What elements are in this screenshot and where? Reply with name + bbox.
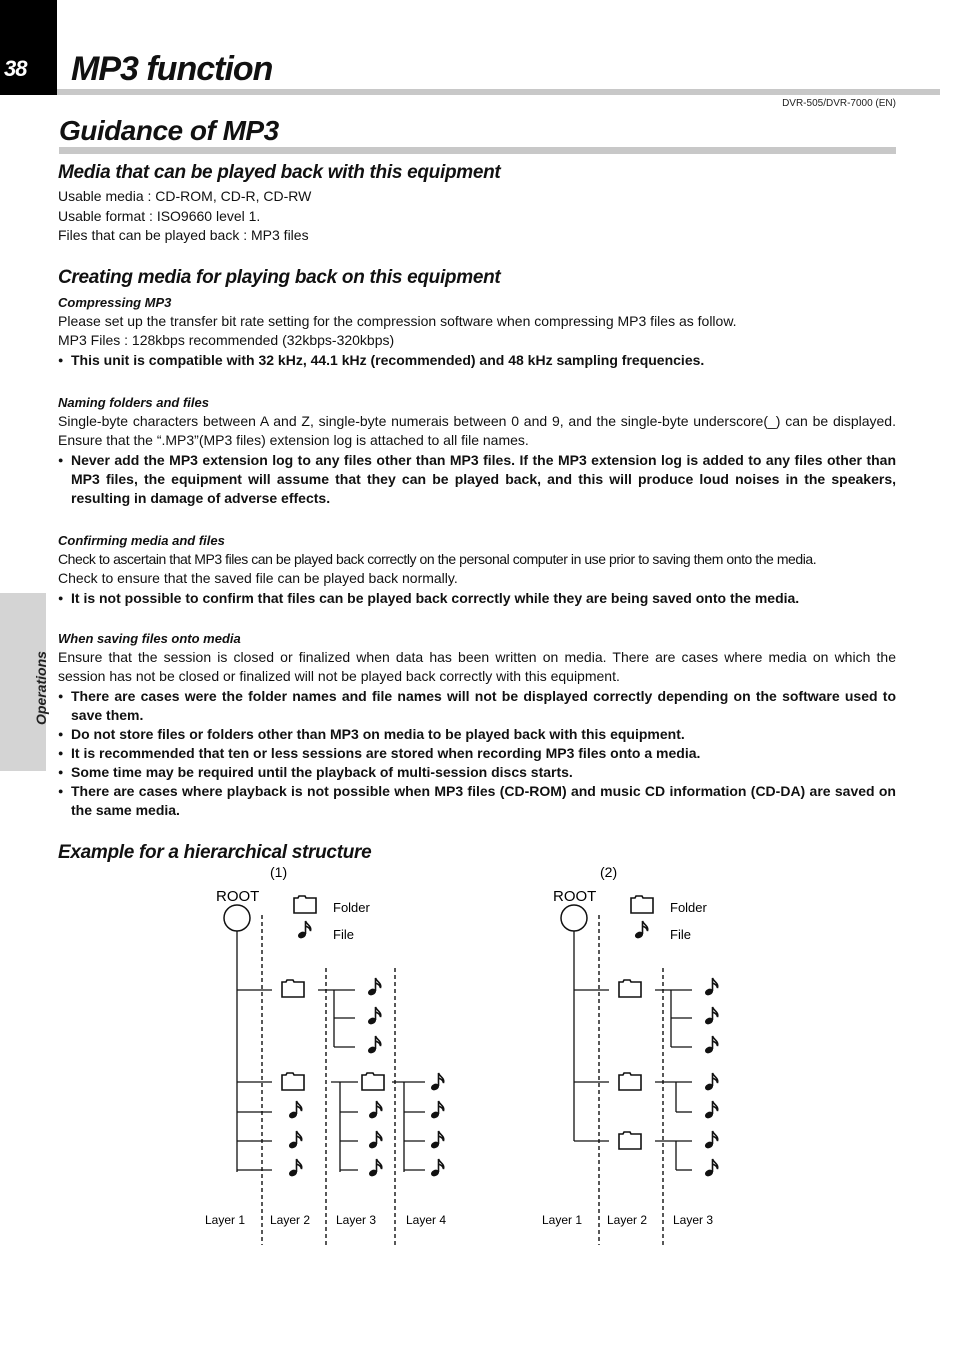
confirming-line: Check to ensure that the saved file can be played back normally. <box>58 570 458 586</box>
naming-title: Naming folders and files <box>58 394 209 410</box>
naming-notes <box>58 451 896 508</box>
layer-label: Layer 1 <box>542 1213 583 1227</box>
layer-label: Layer 1 <box>205 1213 246 1227</box>
layer-label: Layer 2 <box>270 1213 311 1227</box>
note-item: ● Do not store files or folders other than MP3 on media to be played back with this equipment. <box>58 725 896 744</box>
note-item: ● This unit is compatible with 32 kHz, 44.1 kHz (recommended) and 48 kHz sampling frequencies. <box>58 351 896 370</box>
diagram-1-number: (1) <box>270 864 288 880</box>
compressing-notes <box>58 351 896 370</box>
page-title: MP3 function <box>71 50 273 88</box>
hierarchy-diagram <box>0 855 954 1351</box>
compressing-title: Compressing MP3 <box>58 294 172 310</box>
diagram-2-root-label: ROOT <box>553 888 597 905</box>
root-icon <box>561 905 587 931</box>
diagram-2-number: (2) <box>600 864 618 880</box>
note-item: ● There are cases where playback is not possible when MP3 files (CD-ROM) and music CD information (CD-DA) are saved on the same media. <box>58 782 896 820</box>
saving-title: When saving files onto media <box>58 630 241 646</box>
side-tab-label: Operations <box>33 651 49 725</box>
compressing-line: MP3 Files : 128kbps recommended (32kbps-320kbps) <box>58 332 395 348</box>
media-line: Usable media : CD-ROM, CD-R, CD-RW <box>58 188 312 204</box>
layer-label: Layer 2 <box>607 1213 648 1227</box>
saving-text: Ensure that the session is closed or finalized when data has been written on media. There are cases where media on which the session has not be closed or finalized will not be played back correctly with this equipment. <box>58 648 896 684</box>
note-item: ● Some time may be required until the playback of multi-session discs starts. <box>58 763 896 782</box>
media-line: Usable format : ISO9660 level 1. <box>58 207 261 224</box>
diagram-2 <box>542 864 718 1245</box>
title-rule <box>57 89 940 95</box>
example-heading: Example for a hierarchical structure <box>58 841 372 863</box>
section-rule <box>59 147 896 154</box>
confirming-notes <box>58 589 896 608</box>
compressing-line: Please set up the transfer bit rate setting for the compression software when compressing MP3 files as follow. <box>58 312 737 329</box>
section-title: Guidance of MP3 <box>59 115 279 146</box>
legend-folder-label: Folder <box>670 900 707 915</box>
diagram-1 <box>205 864 446 1245</box>
note-item: ● It is recommended that ten or less sessions are stored when recording MP3 files onto a media. <box>58 744 896 763</box>
media-heading: Media that can be played back with this equipment <box>58 162 501 183</box>
layer-label: Layer 3 <box>673 1213 714 1227</box>
root-icon <box>224 905 250 931</box>
saving-notes <box>58 687 896 820</box>
content <box>58 160 896 866</box>
page-number-block <box>0 0 57 95</box>
creating-heading: Creating media for playing back on this equipment <box>58 266 501 288</box>
layer-label: Layer 3 <box>336 1213 377 1227</box>
layer-label: Layer 4 <box>406 1213 447 1227</box>
note-item: ● It is not possible to confirm that files can be played back correctly while they are being saved onto the media. <box>58 589 896 608</box>
note-item: ● There are cases were the folder names and file names will not be displayed correctly depending on the software used to save them. <box>58 687 896 725</box>
legend-file-label: File <box>670 927 691 942</box>
model-number: DVR-505/DVR-7000 (EN) <box>782 98 896 109</box>
legend-folder-label: Folder <box>333 900 370 915</box>
page-number: 38 <box>4 56 27 81</box>
diagram-1-root-label: ROOT <box>216 888 260 905</box>
confirming-line: Check to ascertain that MP3 files can be played back correctly on the personal computer in use prior to saving them onto the media. <box>58 550 817 567</box>
note-item: ● Never add the MP3 extension log to any files other than MP3 files. If the MP3 extension log is added to any files other than MP3 files, the equipment will assume that they can be played back, and this will produce loud noises in the speakers, resulting in damage of adverse effects. <box>58 451 896 508</box>
media-line: Files that can be played back : MP3 files <box>58 227 309 243</box>
confirming-title: Confirming media and files <box>58 532 225 548</box>
naming-text: Single-byte characters between A and Z, single-byte numerais between 0 and 9, and the single-byte underscore(_) can be displayed. Ensure that the “.MP3”(MP3 files) extension log is attached to all file names. <box>58 412 896 448</box>
legend-file-label: File <box>333 927 354 942</box>
